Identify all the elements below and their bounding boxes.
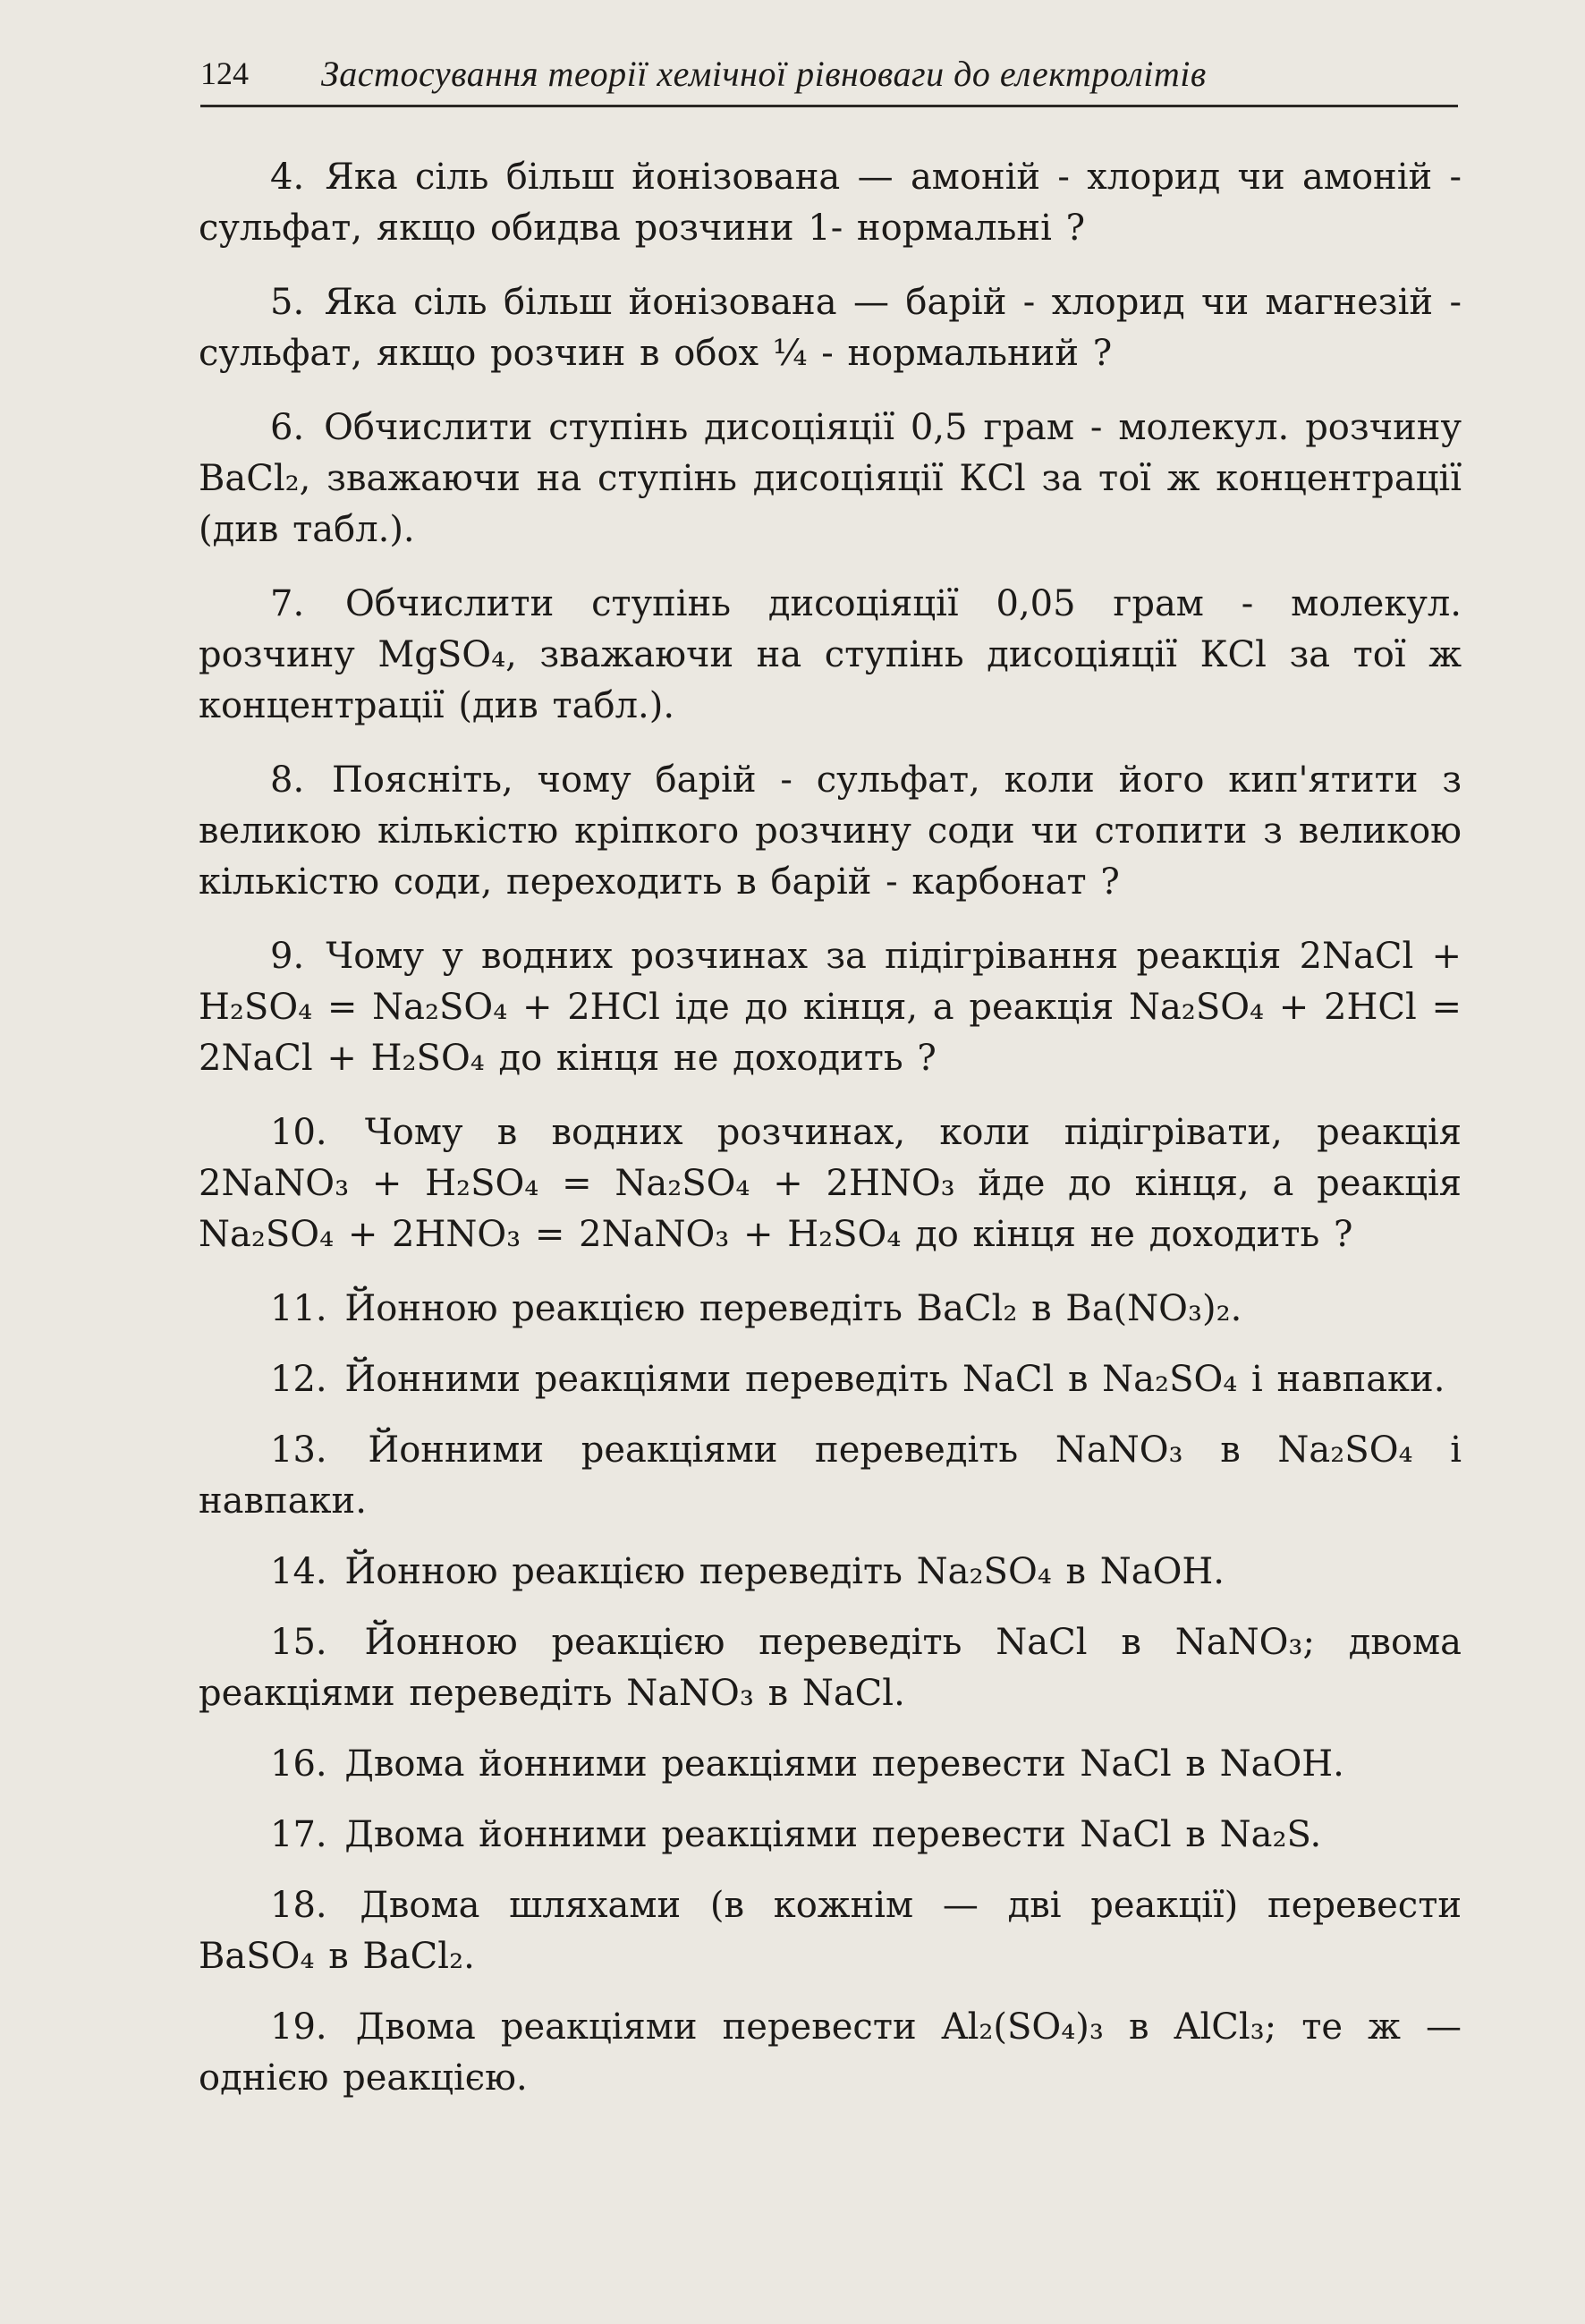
problem-item (199, 1810, 1462, 1861)
problem-text: Двома йонними реакціями перевести NaCl в Na₂S. (344, 1814, 1322, 1855)
problem-item (199, 1425, 1462, 1527)
problem-item (199, 1880, 1462, 1982)
problem-number: 8. (270, 759, 305, 801)
problem-number: 17. (270, 1814, 327, 1855)
problem-number: 9. (270, 936, 305, 977)
problem-item (199, 1739, 1462, 1790)
running-title: Застосування теорії хемічної рівноваги до електролітів (321, 54, 1207, 94)
problem-text: Йонними реакціями переведіть NaCl в Na₂SO₄ і навпаки. (344, 1359, 1445, 1400)
problem-item (199, 1354, 1462, 1405)
problem-text: Яка сіль більш йонізована — амоній - хлорид чи амоній - сульфат, якщо обидва розчини 1- нормальні ? (199, 157, 1462, 249)
problem-item (199, 755, 1462, 908)
problem-text: Йонною реакцією переведіть Na₂SO₄ в NaOH. (344, 1551, 1225, 1592)
problem-list (199, 152, 1462, 2124)
problem-item (199, 2002, 1462, 2104)
problem-text: Двома реакціями перевести Al₂(SO₄)₃ в AlCl₃; те ж — однією реакцією. (199, 2006, 1462, 2099)
problem-number: 14. (270, 1551, 327, 1592)
problem-text: Обчислити ступінь дисоціяції 0,5 грам - молекул. розчину BaCl₂, зважаючи на ступінь дисоціяції КСl за тої ж концентрації (див табл.). (199, 407, 1462, 550)
problem-number: 7. (270, 583, 305, 624)
page-number: 124 (200, 55, 249, 91)
problem-number: 4. (270, 157, 305, 198)
problem-item (199, 1617, 1462, 1719)
problem-number: 15. (270, 1622, 327, 1663)
problem-number: 18. (270, 1885, 327, 1926)
problem-number: 11. (270, 1288, 327, 1329)
problem-text: Поясніть, чому барій - сульфат, коли його кип'ятити з великою кількістю кріпкого розчину соди чи стопити з великою кількістю соди, переходить в барій - карбонат ? (199, 759, 1462, 903)
problem-number: 5. (270, 282, 305, 323)
problem-text: Йонною реакцією переведіть NaCl в NaNO₃; двома реакціями переведіть NaNO₃ в NaCl. (199, 1622, 1462, 1714)
problem-item (199, 579, 1462, 732)
problem-text: Йонною реакцією переведіть BaCl₂ в Ba(NO₃)₂. (344, 1288, 1242, 1329)
problem-text: Двома шляхами (в кожнім — дві реакції) перевести BaSO₄ в BaCl₂. (199, 1885, 1462, 1977)
problem-item (199, 931, 1462, 1084)
problem-number: 12. (270, 1359, 327, 1400)
problem-item (199, 277, 1462, 379)
page-header (200, 49, 1458, 107)
problem-item (199, 1547, 1462, 1598)
problem-item (199, 1284, 1462, 1335)
problem-item (199, 403, 1462, 556)
problem-text: Двома йонними реакціями перевести NaCl в NaOH. (344, 1743, 1344, 1785)
problem-number: 6. (270, 407, 305, 448)
problem-text: Чому у водних розчинах за підігрівання реакція 2NaCl + H₂SO₄ = Na₂SO₄ + 2HCl іде до кінця, а реакція Na₂SO₄ + 2HCl = 2NaCl + H₂SO₄ до кінця не доходить ? (199, 936, 1462, 1079)
problem-text: Яка сіль більш йонізована — барій - хлорид чи магнезій - сульфат, якщо розчин в обох ¼ - нормальний ? (199, 282, 1462, 374)
problem-text: Йонними реакціями переведіть NaNO₃ в Na₂SO₄ і навпаки. (199, 1429, 1462, 1522)
problem-text: Обчислити ступінь дисоціяції 0,05 грам - молекул. розчину MgSO₄, зважаючи на ступінь дисоціяції КСl за тої ж концентрації (див табл.). (199, 583, 1462, 726)
problem-text: Чому в водних розчинах, коли підігрівати, реакція 2NaNO₃ + H₂SO₄ = Na₂SO₄ + 2HNO₃ йде до кінця, а реакція Na₂SO₄ + 2HNO₃ = 2NaNO₃ + H₂SO₄ до кінця не доходить ? (199, 1112, 1462, 1255)
problem-number: 16. (270, 1743, 327, 1785)
problem-number: 19. (270, 2006, 327, 2048)
problem-item (199, 1107, 1462, 1260)
problem-item (199, 152, 1462, 254)
problem-number: 13. (270, 1429, 327, 1471)
problem-number: 10. (270, 1112, 327, 1153)
